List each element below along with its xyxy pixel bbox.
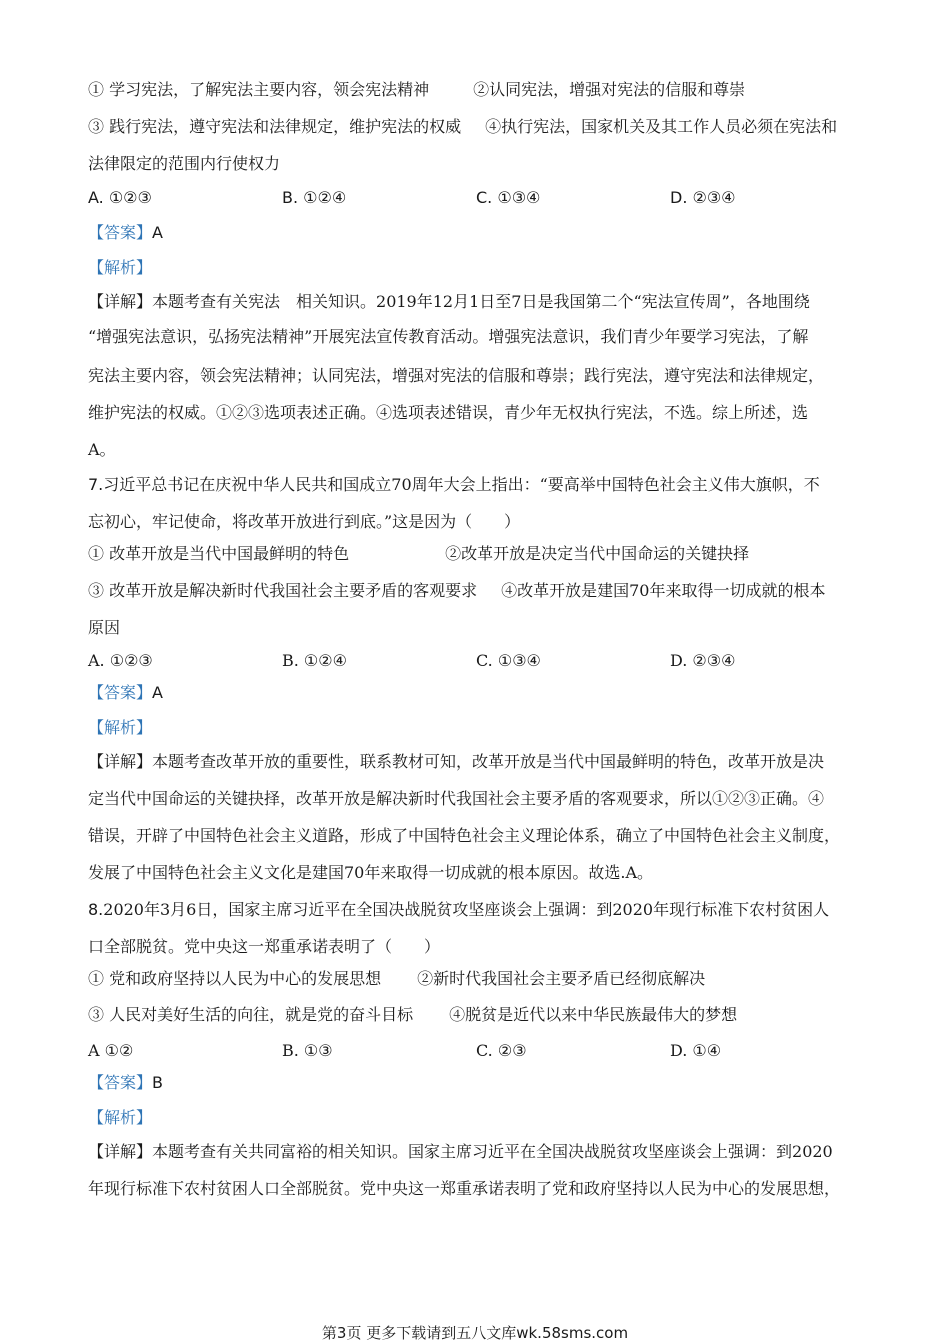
q7-detail-line-3: 错误，开辟了中国特色社会主义道路，形成了中国特色社会主义理论体系，确立了中国特色社会主义制度，: [88, 826, 841, 845]
page-footer: 第3页 更多下载请到五八文库wk.58sms.com: [321, 1324, 629, 1342]
q6-detail-line-2: “增强宪法意识，弘扬宪法精神”开展宪法宣传教育活动。增强宪法意识，我们青少年要学习宪法，了解: [88, 327, 809, 346]
q7-item-1-2: [88, 544, 749, 564]
q7-option-c: C. ①③④: [476, 651, 541, 670]
q8-answer: [88, 1073, 163, 1093]
q7-item-4: ④改革开放是建国70年来取得一切成就的根本: [501, 581, 826, 600]
q8-item-1-2: [88, 969, 705, 989]
q6-item-3: ③ 践行宪法，遵守宪法和法律规定，维护宪法的权威: [88, 117, 462, 136]
q7-item-2: ②改革开放是决定当代中国命运的关键抉择: [445, 544, 750, 563]
q6-answer: [88, 223, 163, 243]
detail-label: 【详解】: [88, 1142, 153, 1161]
q7-detail-line-2: 定当代中国命运的关键抉择，改革开放是解决新时代我国社会主要矛盾的客观要求，所以①②③正确。④: [88, 789, 825, 808]
answer-value: A: [152, 223, 163, 242]
q8-option-c: C. ②③: [476, 1041, 527, 1060]
q6-detail-line-4: 维护宪法的权威。①②③选项表述正确。④选项表述错误，青少年无权执行宪法，不选。综上所述，选: [88, 403, 809, 422]
answer-value: A: [152, 683, 163, 702]
q6-option-d: D. ②③④: [670, 188, 736, 207]
q7-detail-line-4: 发展了中国特色社会主义文化是建国70年来取得一切成就的根本原因。故选.A。: [88, 863, 654, 882]
question-number: 8.: [88, 900, 104, 919]
q8-detail-line-2: 年现行标准下农村贫困人口全部脱贫。党中央这一郑重承诺表明了党和政府坚持以人民为中心的发展思想，: [88, 1179, 841, 1198]
q6-item-4-cont: 法律限定的范围内行使权力: [88, 154, 281, 173]
q6-option-b: B. ①②④: [282, 188, 347, 207]
q7-stem-line-1: 7.习近平总书记在庆祝中华人民共和国成立70周年大会上指出：“要高举中国特色社会主义伟大旗帜，不: [88, 475, 820, 494]
q6-option-c: C. ①③④: [476, 188, 541, 207]
q7-item-3-4: [88, 581, 825, 601]
q7-item-4-cont: 原因: [88, 618, 121, 637]
q8-item-2: ②新时代我国社会主要矛盾已经彻底解决: [417, 969, 706, 988]
q8-item-4: ④脱贫是近代以来中华民族最伟大的梦想: [449, 1005, 738, 1024]
q6-item-2: ②认同宪法，增强对宪法的信服和尊崇: [473, 80, 746, 99]
q6-item-1-2: [88, 80, 745, 100]
q8-analysis-label: 【解析】: [88, 1108, 153, 1127]
q7-option-b: B. ①②④: [282, 651, 347, 670]
q7-option-a: A. ①②③: [88, 651, 153, 670]
detail-label: 【详解】: [88, 752, 153, 771]
q8-stem-line-2: 口全部脱贫。党中央这一郑重承诺表明了（ ）: [88, 937, 441, 956]
q6-detail-line-1: 【详解】本题考查有关宪法 相关知识。2019年12月1日至7日是我国第二个“宪法宣传周”，各地围绕: [88, 292, 810, 311]
answer-label: 【答案】: [88, 223, 153, 242]
q6-analysis-label: 【解析】: [88, 258, 153, 277]
q7-option-d: D. ②③④: [670, 651, 736, 670]
q8-option-d: D. ①④: [670, 1041, 722, 1060]
q6-item-1: ① 学习宪法，了解宪法主要内容，领会宪法精神: [88, 80, 430, 99]
q7-stem-line-2: 忘初心，牢记使命，将改革开放进行到底。”这是因为（ ）: [88, 512, 521, 531]
answer-label: 【答案】: [88, 683, 153, 702]
q6-detail-line-5: A。: [88, 440, 116, 459]
q8-detail-line-1: 【详解】本题考查有关共同富裕的相关知识。国家主席习近平在全国决战脱贫攻坚座谈会上强调：到2020: [88, 1142, 833, 1161]
q6-item-3-4: [88, 117, 837, 137]
q8-option-b: B. ①③: [282, 1041, 333, 1060]
q8-option-a: A ①②: [88, 1041, 134, 1060]
q6-detail-line-3: 宪法主要内容，领会宪法精神；认同宪法，增强对宪法的信服和尊崇；践行宪法，遵守宪法和法律规定，: [88, 366, 825, 385]
q8-item-3: ③ 人民对美好生活的向往，就是党的奋斗目标: [88, 1005, 414, 1024]
q7-detail-line-1: 【详解】本题考查改革开放的重要性，联系教材可知，改革开放是当代中国最鲜明的特色，改革开放是决: [88, 752, 825, 771]
q7-item-3: ③ 改革开放是解决新时代我国社会主要矛盾的客观要求: [88, 581, 478, 600]
q7-answer: [88, 683, 163, 703]
q6-item-4: ④执行宪法，国家机关及其工作人员必须在宪法和: [485, 117, 838, 136]
q7-analysis-label: 【解析】: [88, 718, 153, 737]
question-number: 7.: [88, 475, 104, 494]
q6-option-a: A. ①②③: [88, 188, 152, 207]
detail-label: 【详解】: [88, 292, 153, 311]
q7-item-1: ① 改革开放是当代中国最鲜明的特色: [88, 544, 350, 563]
answer-value: B: [152, 1073, 163, 1092]
q8-stem-line-1: 8.2020年3月6日，国家主席习近平在全国决战脱贫攻坚座谈会上强调：到2020年现行标准下农村贫困人: [88, 900, 830, 919]
q8-item-1: ① 党和政府坚持以人民为中心的发展思想: [88, 969, 382, 988]
q8-item-3-4: [88, 1005, 737, 1025]
answer-label: 【答案】: [88, 1073, 153, 1092]
